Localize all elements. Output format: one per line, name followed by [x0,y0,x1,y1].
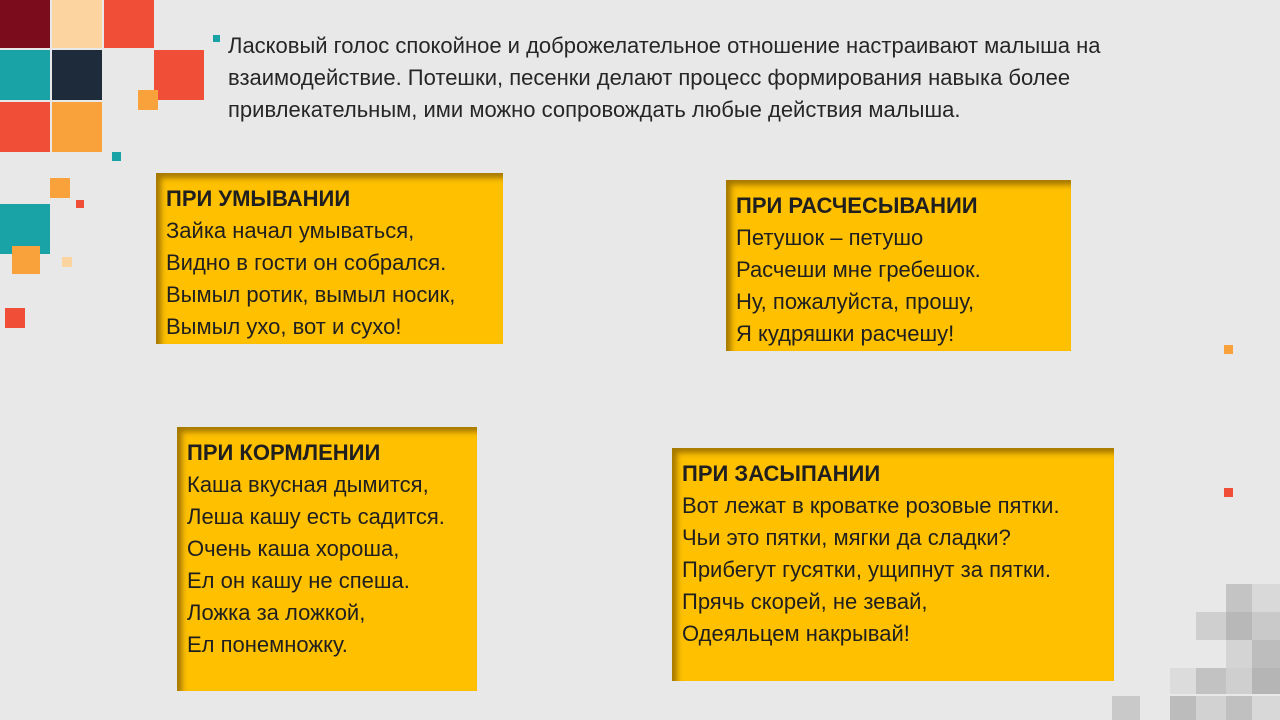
deco-square [50,178,70,198]
deco-square [52,102,102,152]
card-title: ПРИ КОРМЛЕНИИ [187,440,381,465]
card-line: Каша вкусная дымится, [187,472,429,497]
card-line: Ел он кашу не спеша. [187,568,410,593]
deco-square [1196,696,1226,720]
card-line: Очень каша хороша, [187,536,400,561]
card-line: Вот лежат в кроватке розовые пятки. [682,493,1060,518]
card-washing [156,173,503,344]
card-line: Вымыл ухо, вот и сухо! [166,314,402,339]
deco-square [1226,612,1252,640]
deco-square [112,152,121,161]
card-line: Петушок – петушо [736,225,924,250]
card-line: Леша кашу есть садится. [187,504,445,529]
deco-square [1196,612,1226,640]
deco-square [138,90,158,110]
card-line: Ел понемножку. [187,632,348,657]
deco-square [1170,668,1196,694]
deco-square [0,0,50,48]
deco-square [12,246,40,274]
card-line: Видно в гости он собрался. [166,250,447,275]
deco-square [1196,668,1226,694]
card-line: Одеяльцем накрывай! [682,621,910,646]
card-line: Зайка начал умываться, [166,218,415,243]
deco-square [1226,640,1252,668]
deco-square [1252,640,1280,668]
deco-square [5,308,25,328]
card-line: Прячь скорей, не зевай, [682,589,928,614]
card-line: Вымыл ротик, вымыл носик, [166,282,456,307]
card-title: ПРИ УМЫВАНИИ [166,186,351,211]
deco-square [52,50,102,100]
deco-square [1226,584,1252,612]
deco-square [0,50,50,100]
deco-square [1252,612,1280,640]
deco-square [1252,668,1280,694]
deco-square [0,102,50,152]
card-title: ПРИ РАСЧЕСЫВАНИИ [736,193,978,218]
card-line: Расчеши мне гребешок. [736,257,981,282]
deco-square [1112,696,1140,720]
card-sleeping [672,448,1114,681]
bullet-icon [213,35,220,42]
card-line: Чьи это пятки, мягки да сладки? [682,525,1011,550]
deco-square [1252,696,1280,720]
deco-square [1170,696,1196,720]
card-line: Ну, пожалуйста, прошу, [736,289,975,314]
deco-square [154,50,204,100]
deco-square [62,257,72,267]
deco-square [1224,488,1233,497]
card-title: ПРИ ЗАСЫПАНИИ [682,461,881,486]
card-line: Я кудряшки расчешу! [736,321,955,346]
deco-square [52,0,102,48]
card-line: Ложка за ложкой, [187,600,366,625]
deco-square [1226,696,1252,720]
intro-paragraph: Ласковый голос спокойное и доброжелательное отношение настраивают малыша на взаимодействие. Потешки, песенки делают процесс формирования навыка более привлекательным, ими можно сопровождать любые действия малыша. [228,33,1101,122]
deco-square [1252,584,1280,612]
deco-square [104,0,154,48]
deco-square [1226,668,1252,694]
card-line: Прибегут гусятки, ущипнут за пятки. [682,557,1052,582]
deco-square [1224,345,1233,354]
card-combing [726,180,1071,351]
card-feeding [177,427,477,691]
deco-square [76,200,84,208]
